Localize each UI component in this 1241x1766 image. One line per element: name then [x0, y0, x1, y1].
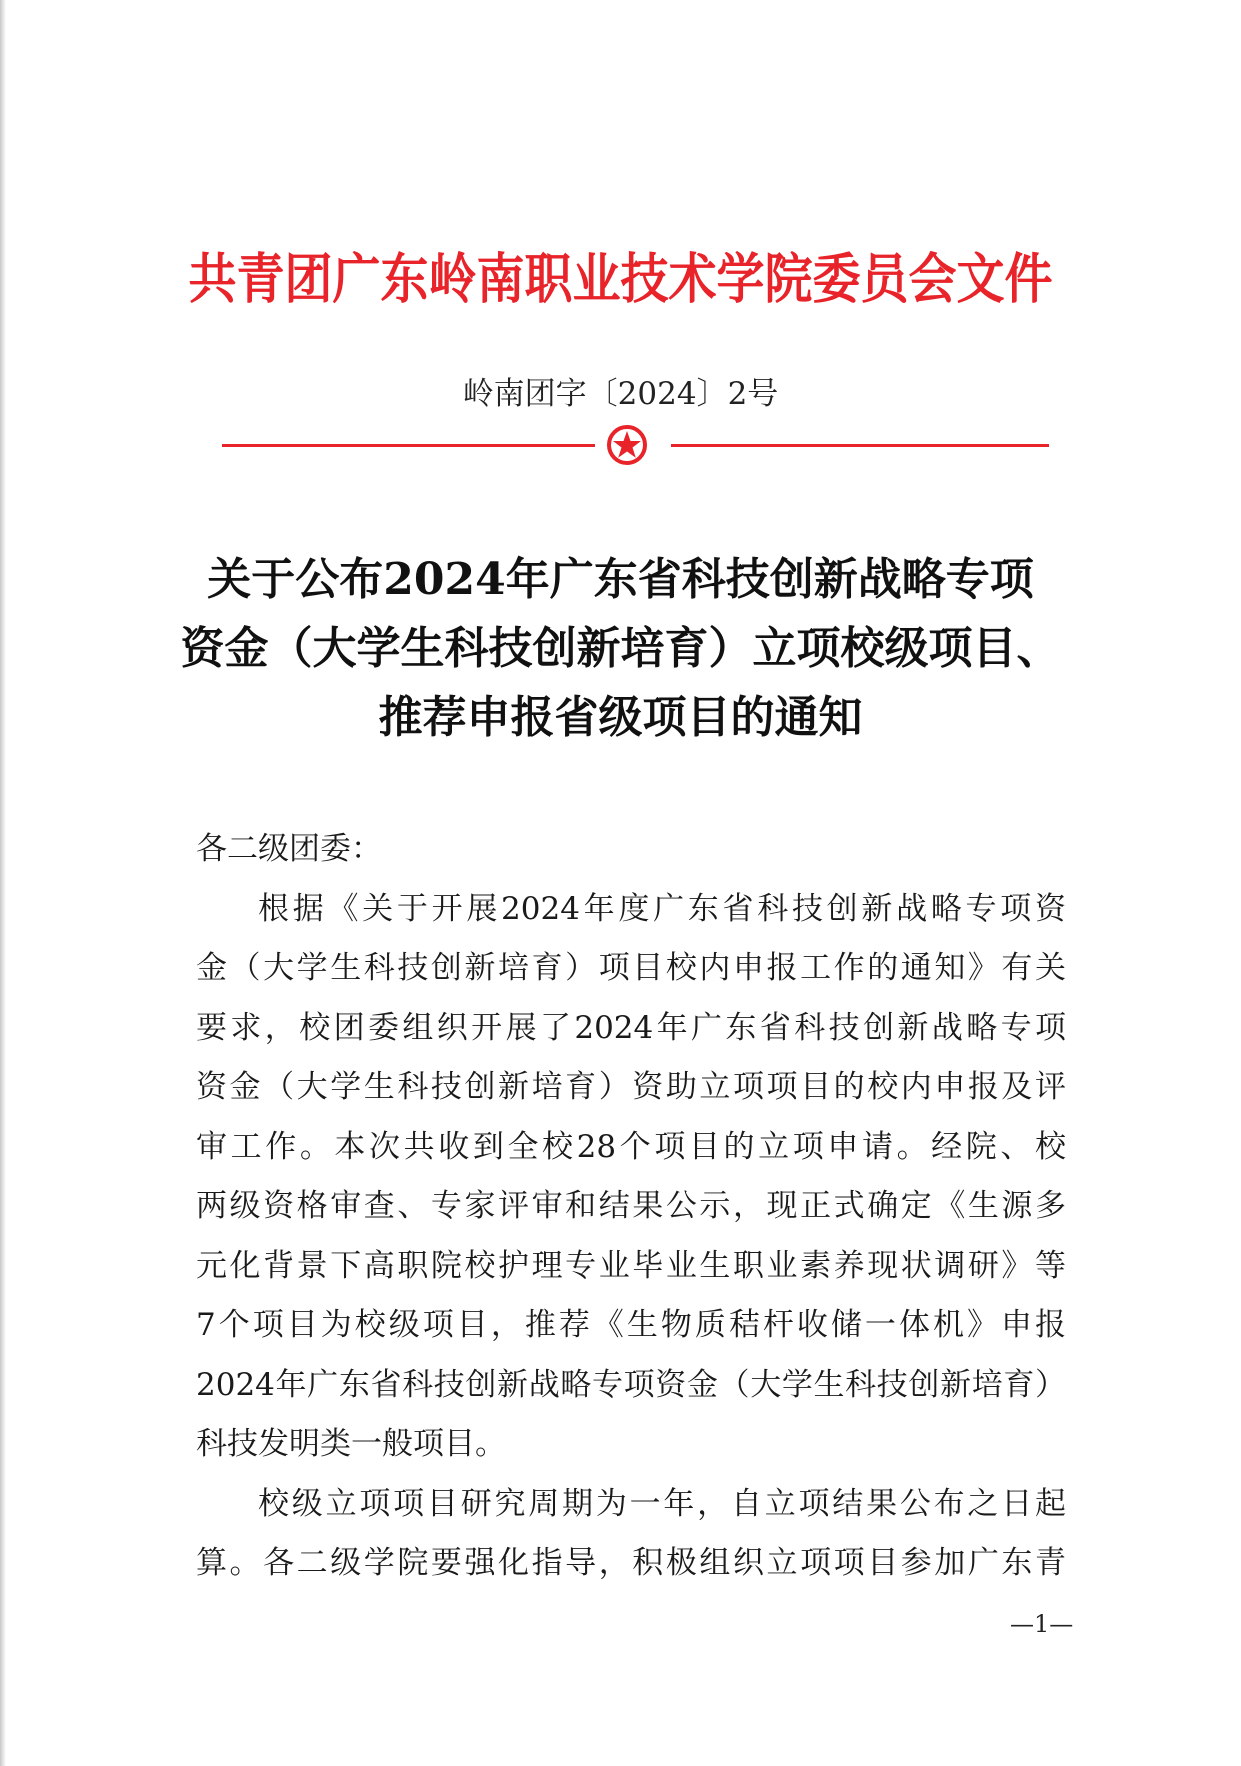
issuer-header-title: 共青团广东岭南职业技术学院委员会文件: [188, 248, 1053, 311]
paragraph-line: 校级立项项目研究周期为一年，自立项结果公布之日起: [258, 1485, 1066, 1522]
document-number: 岭南团字〔2024〕2号: [462, 376, 779, 412]
page-number: —1—: [1010, 1610, 1074, 1638]
header-divider-right: [671, 444, 1049, 447]
paragraph-line: 要求，校团委组织开展了2024年广东省科技创新战略专项: [196, 1009, 1066, 1046]
paragraph-line: 元化背景下高职院校护理专业毕业生职业素养现状调研》等: [196, 1247, 1066, 1284]
notice-title-line: 资金（大学生科技创新培育）立项校级项目、: [180, 623, 1061, 674]
paragraph-line: 算。各二级学院要强化指导，积极组织立项项目参加广东青: [196, 1545, 1066, 1581]
paragraph-line: 审工作。本次共收到全校28个项目的立项申请。经院、校: [196, 1128, 1066, 1165]
paragraph-line: 资金（大学生科技创新培育）资助立项项目的校内申报及评: [196, 1069, 1066, 1105]
paragraph-2: [196, 1475, 1066, 1594]
notice-body: [196, 820, 1066, 1594]
paragraph-line: 两级资格审查、专家评审和结果公示，现正式确定《生源多: [196, 1188, 1066, 1224]
red-star-emblem-icon: [606, 424, 648, 466]
paragraph-line: 金（大学生科技创新培育）项目校内申报工作的通知》有关: [196, 950, 1066, 986]
notice-title: [150, 545, 1091, 752]
paragraph-line: 7个项目为校级项目，推荐《生物质秸杆收储一体机》申报: [196, 1307, 1066, 1343]
salutation: 各二级团委：: [196, 831, 382, 867]
notice-title-line: 推荐申报省级项目的通知: [378, 692, 863, 743]
notice-title-line: 关于公布2024年广东省科技创新战略专项: [207, 554, 1034, 605]
paragraph-1: [196, 880, 1066, 1475]
paragraph-line: 根据《关于开展2024年度广东省科技创新战略专项资: [258, 890, 1066, 927]
paragraph-line: 2024年广东省科技创新战略专项资金（大学生科技创新培育）: [196, 1366, 1066, 1403]
header-divider-left: [222, 444, 595, 447]
paragraph-line: 科技发明类一般项目。: [196, 1426, 506, 1462]
